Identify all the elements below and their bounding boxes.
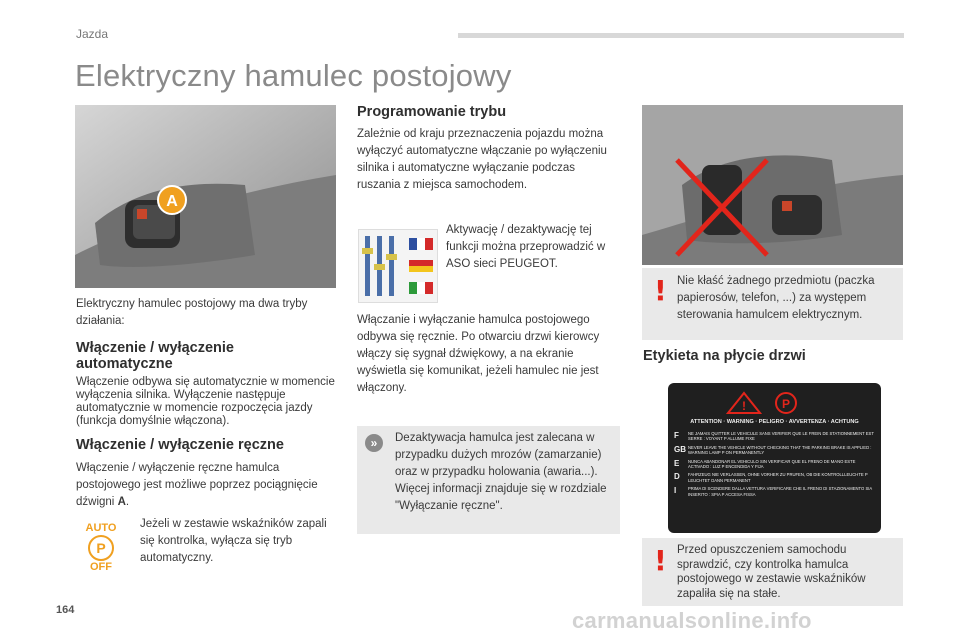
- door-label-heading: Etykieta na płycie drzwi: [643, 348, 806, 364]
- auto-icon-bottom: OFF: [90, 561, 112, 573]
- label-icons: [724, 391, 824, 415]
- info-icon: »: [365, 434, 383, 452]
- auto-mode-heading-line2: automatyczne: [76, 356, 173, 372]
- auto-icon-note: Jeżeli w zestawie wskaźników zapali się kontrolka, wyłącza się tryb automatyczny.: [140, 518, 327, 564]
- auto-icon-p-letter: P: [96, 540, 106, 556]
- parking-brake-illustration: [75, 105, 336, 288]
- label-row-text: NE JAMAIS QUITTER LE VEHICULE SANS VERIFIER QUE LE FREIN DE STATIONNEMENT EST SERRE : VOYANT P ALLUME FIXE: [688, 431, 874, 442]
- header-bar: [458, 33, 904, 38]
- label-row: [674, 486, 877, 497]
- label-row-text: NUNCA ABANDONAR EL VEHICULO SIN VERIFICAR QUE EL FRENO DE MANO ESTE ACTIVADO : LUZ P ENCENDIDA Y FIJA: [688, 458, 856, 470]
- door-warning-label: [668, 383, 881, 533]
- label-row: [674, 431, 877, 442]
- label-row-code: F: [674, 431, 679, 440]
- watermark: carmanualsonline.info: [572, 608, 812, 633]
- aso-note: Aktywację / dezaktywację tej funkcji można przeprowadzić w ASO sieci PEUGEOT.: [446, 224, 606, 270]
- label-row: [674, 459, 877, 470]
- auto-mode-text: Włączenie odbywa się automatycznie w momencie wyłączenia silnika. Wyłączenie następuje automatycznie w momencie rozpoczęcia jazdy (funkcja domyślnie włączona).: [76, 376, 335, 427]
- info-box-text: Dezaktywacja hamulca jest zalecana w przypadku dużych mrozów (zamarzanie) oraz w przypadku holowania (awaria...). Więcej informacji znajduje się w rozdziale "Wyłączanie ręczne".: [395, 432, 607, 512]
- label-row-text: FAHRZEUG NIE VERLASSEN, OHNE VORHER ZU PRUFEN, OB DIE KONTROLLLEUCHTE P LEUCHTET DANN PERMANENT: [688, 472, 868, 483]
- warning-box-objects: [642, 268, 903, 340]
- label-row-code: E: [674, 458, 680, 468]
- no-objects-illustration: [642, 105, 903, 265]
- auto-icon-top: AUTO: [85, 522, 117, 534]
- label-rows: [674, 431, 877, 500]
- label-row-code: GB: [674, 444, 686, 454]
- warning-icon: !: [654, 544, 667, 577]
- manual-mode-text: [76, 460, 340, 511]
- warning-triangle-p-icons: [724, 391, 824, 415]
- auto-mode-heading-line1: Włączenie / wyłączenie: [76, 340, 234, 356]
- parking-brake-photo: [75, 105, 336, 288]
- auto-mode-heading: [76, 340, 338, 372]
- country-settings-icon: [358, 229, 438, 303]
- info-box: [357, 426, 620, 534]
- svg-text:P: P: [781, 397, 791, 411]
- warning-box-leave-vehicle: [642, 538, 903, 606]
- label-row: [674, 445, 877, 456]
- manual-operation-text: Włączanie i wyłączanie hamulca postojowego odbywa się ręcznie. Po otwarciu drzwi kierowcy włączy się sygnał dźwiękowy, a na ekranie wyświetla się komunikat, jeżeli hamulec nie jest włączony.: [357, 314, 600, 394]
- manual-mode-text-main: Włączenie / wyłączenie ręczne hamulca postojowego jest możliwe poprzez pociągnięcie dźwigni: [76, 462, 318, 508]
- page-title: Elektryczny hamulec postojowy: [75, 58, 512, 93]
- label-row: [674, 472, 877, 483]
- warning-icon: !: [654, 274, 667, 307]
- warning-leave-text: Przed opuszczeniem samochodu sprawdzić, czy kontrolka hamulca postojowego w zestawie wskaźników zapaliła się na stałe.: [677, 544, 866, 600]
- manual-mode-text-end: .: [125, 496, 130, 508]
- photo-callout-label: A: [166, 193, 178, 210]
- lever-ref: A: [117, 496, 126, 508]
- page-number: 164: [56, 604, 75, 616]
- warning-objects-text: Nie kłaść żadnego przedmiotu (paczka papierosów, telefon, ...) za występem sterowania hamulcem elektrycznym.: [677, 275, 875, 321]
- label-row-code: D: [674, 472, 680, 482]
- manual-mode-heading: Włączenie / wyłączenie ręczne: [76, 437, 284, 453]
- svg-text:!: !: [742, 399, 746, 413]
- label-row-code: I: [674, 486, 677, 496]
- auto-icon-p: [88, 535, 114, 561]
- section-label: Jazda: [76, 27, 109, 41]
- programming-text: Zależnie od kraju przeznaczenia pojazdu można wyłączyć automatyczne włączanie po wyłączeniu silnika i automatyczne wyłączanie podczas ruszania z miejsca samochodem.: [357, 128, 607, 191]
- sliders-flags-illustration: [359, 230, 437, 302]
- intro-text: Elektryczny hamulec postojowy ma dwa tryby działania:: [76, 298, 308, 327]
- label-row-text: NEVER LEAVE THE VEHICLE WITHOUT CHECKING THAT THE PARKING BRAKE IS APPLIED : WARNING LAMP P ON PERMANENTLY: [688, 444, 872, 456]
- label-header: ATTENTION · WARNING · PELIGRO · AVVERTENZA · ACHTUNG: [690, 419, 859, 425]
- label-row-text: PRIMA DI SCENDERE DALLA VETTURA VERIFICARE CHE IL FRENO DI STAZIONAMENTO SIA INSERITO : SPIA P ACCESA FISSA: [688, 486, 872, 497]
- auto-off-indicator-icon: [79, 523, 123, 571]
- no-objects-photo: [642, 105, 903, 265]
- programming-heading: Programowanie trybu: [357, 104, 507, 120]
